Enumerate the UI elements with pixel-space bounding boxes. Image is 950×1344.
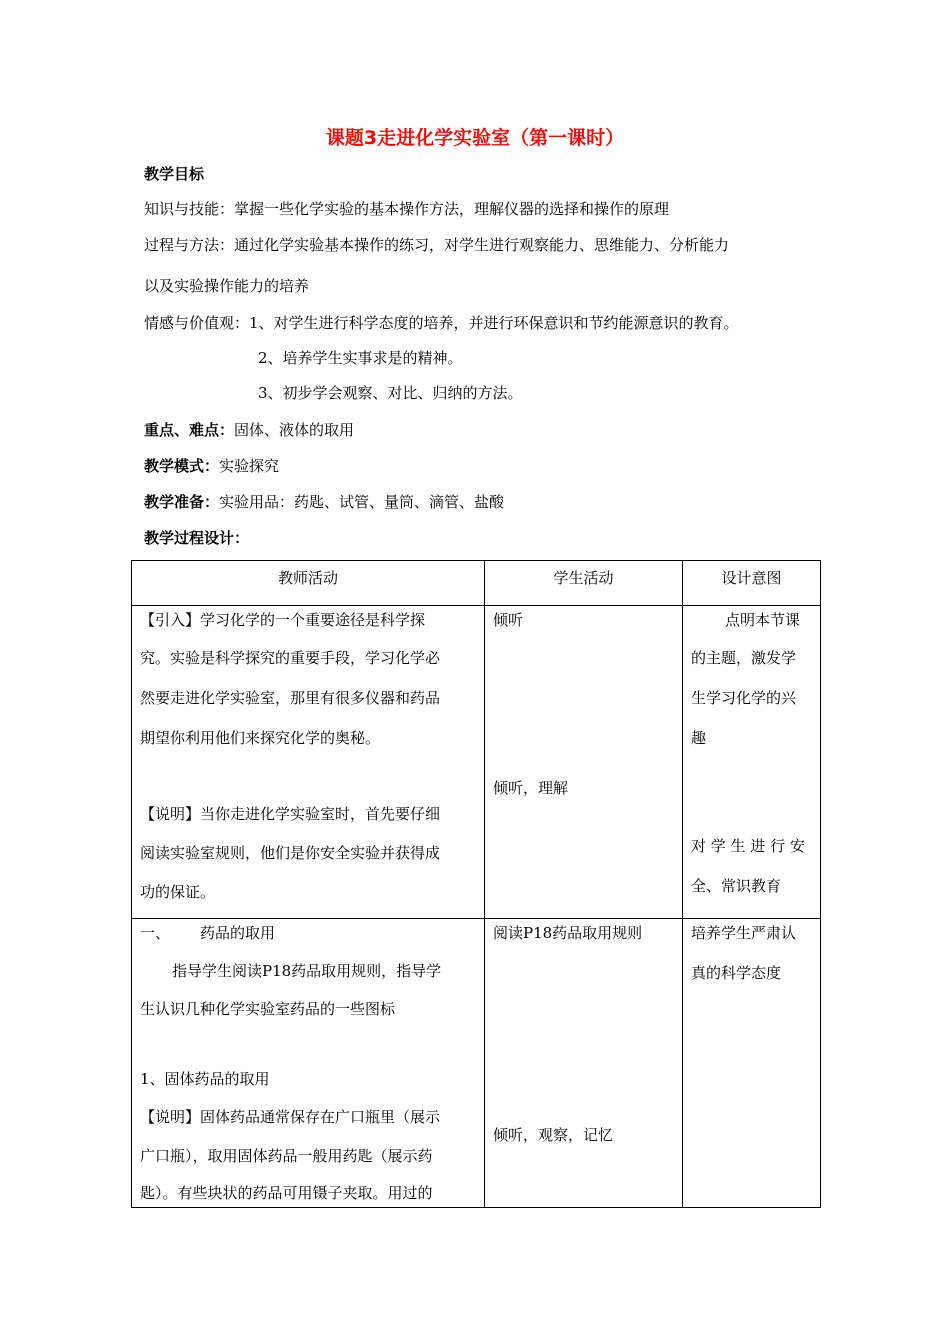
page-title: 课题3走进化学实验室（第一课时） xyxy=(325,127,625,149)
objective-process-line1: 过程与方法：通过化学实验基本操作的练习，对学生进行观察能力、思维能力、分析能力 xyxy=(144,236,730,254)
objective-emotion-line1: 情感与价值观：1、对学生进行科学态度的培养，并进行环保意识和节约能源意识的教育。 xyxy=(144,314,739,332)
row1-intent-line: 的主题，激发学 xyxy=(691,649,797,667)
row2-teacher-line: 药品的取用 xyxy=(200,924,276,942)
table-row xyxy=(132,606,821,919)
row2-teacher-cell xyxy=(132,919,485,1208)
key-points-label: 重点、难点： xyxy=(144,421,235,439)
row1-intent-line: 对 学 生 进 行 安 xyxy=(691,837,805,855)
process-heading: 教学过程设计： xyxy=(144,529,250,547)
table-row xyxy=(132,919,821,1208)
row2-intent-line: 培养学生严肃认 xyxy=(691,924,797,942)
row1-teacher-line: 阅读实验室规则，他们是你安全实验并获得成 xyxy=(140,844,441,862)
row2-teacher-line: 【说明】固体药品通常保存在广口瓶里（展示 xyxy=(140,1108,441,1126)
teaching-prep-label: 教学准备： xyxy=(144,493,220,511)
row1-teacher-line: 【说明】当你走进化学实验室时，首先要仔细 xyxy=(140,805,441,823)
lesson-plan-table xyxy=(131,560,821,1208)
row2-teacher-line: 指导学生阅读P18药品取用规则，指导学 xyxy=(172,962,442,980)
row2-student-line: 倾听，观察，记忆 xyxy=(493,1126,614,1144)
row2-teacher-line: 匙）。有些块状的药品可用镊子夹取。用过的 xyxy=(140,1184,433,1202)
teaching-prep-value: 实验用品：药匙、试管、量筒、滴管、盐酸 xyxy=(219,493,505,511)
row2-intent-cell xyxy=(683,919,821,1208)
objective-emotion-line2: 2、培养学生实事求是的精神。 xyxy=(258,349,463,367)
row2-teacher-line: 1、固体药品的取用 xyxy=(140,1070,270,1088)
row1-intent-line: 生学习化学的兴 xyxy=(691,689,797,707)
row1-intent-cell xyxy=(683,606,821,919)
teaching-prep xyxy=(144,492,504,512)
row1-teacher-line: 然要走进化学实验室，那里有很多仪器和药品 xyxy=(140,689,441,707)
key-points-value: 固体、液体的取用 xyxy=(234,421,355,439)
row1-teacher-line: 功的保证。 xyxy=(140,883,216,901)
objective-emotion-line3: 3、初步学会观察、对比、归纳的方法。 xyxy=(258,384,523,402)
table-header-row xyxy=(132,561,821,606)
key-points xyxy=(144,420,354,440)
row1-student-line: 倾听，理解 xyxy=(493,779,569,797)
row1-intent-line: 全、常识教育 xyxy=(691,877,782,895)
row1-student-line: 倾听 xyxy=(493,611,524,629)
teaching-mode-label: 教学模式： xyxy=(144,457,220,475)
teaching-mode xyxy=(144,456,279,476)
row1-teacher-line: 期望你利用他们来探究化学的奥秘。 xyxy=(140,729,381,747)
row1-student-cell xyxy=(485,606,683,919)
row1-teacher-line: 究。实验是科学探究的重要手段，学习化学必 xyxy=(140,649,441,667)
row2-intent-line: 真的科学态度 xyxy=(691,964,782,982)
row1-teacher-cell xyxy=(132,606,485,919)
row2-student-line: 阅读P18药品取用规则 xyxy=(493,924,643,942)
row2-teacher-line: 广口瓶），取用固体药品一般用药匙（展示药 xyxy=(140,1147,433,1165)
row2-teacher-line: 生认识几种化学实验室药品的一些图标 xyxy=(140,1000,396,1018)
header-student-activity: 学生活动 xyxy=(485,561,683,606)
row2-teacher-line: 一、 xyxy=(140,924,171,942)
row1-intent-line: 趣 xyxy=(691,729,707,747)
row1-intent-line: 点明本节课 xyxy=(725,611,801,629)
objective-process-line2: 以及实验操作能力的培养 xyxy=(144,277,310,295)
row2-student-cell xyxy=(485,919,683,1208)
header-design-intent: 设计意图 xyxy=(683,561,821,606)
header-teacher-activity: 教师活动 xyxy=(132,561,485,606)
objectives-heading: 教学目标 xyxy=(144,165,205,183)
teaching-mode-value: 实验探究 xyxy=(219,457,280,475)
objective-knowledge: 知识与技能：掌握一些化学实验的基本操作方法，理解仪器的选择和操作的原理 xyxy=(144,200,670,218)
row1-teacher-line: 【引入】学习化学的一个重要途径是科学探 xyxy=(140,611,426,629)
